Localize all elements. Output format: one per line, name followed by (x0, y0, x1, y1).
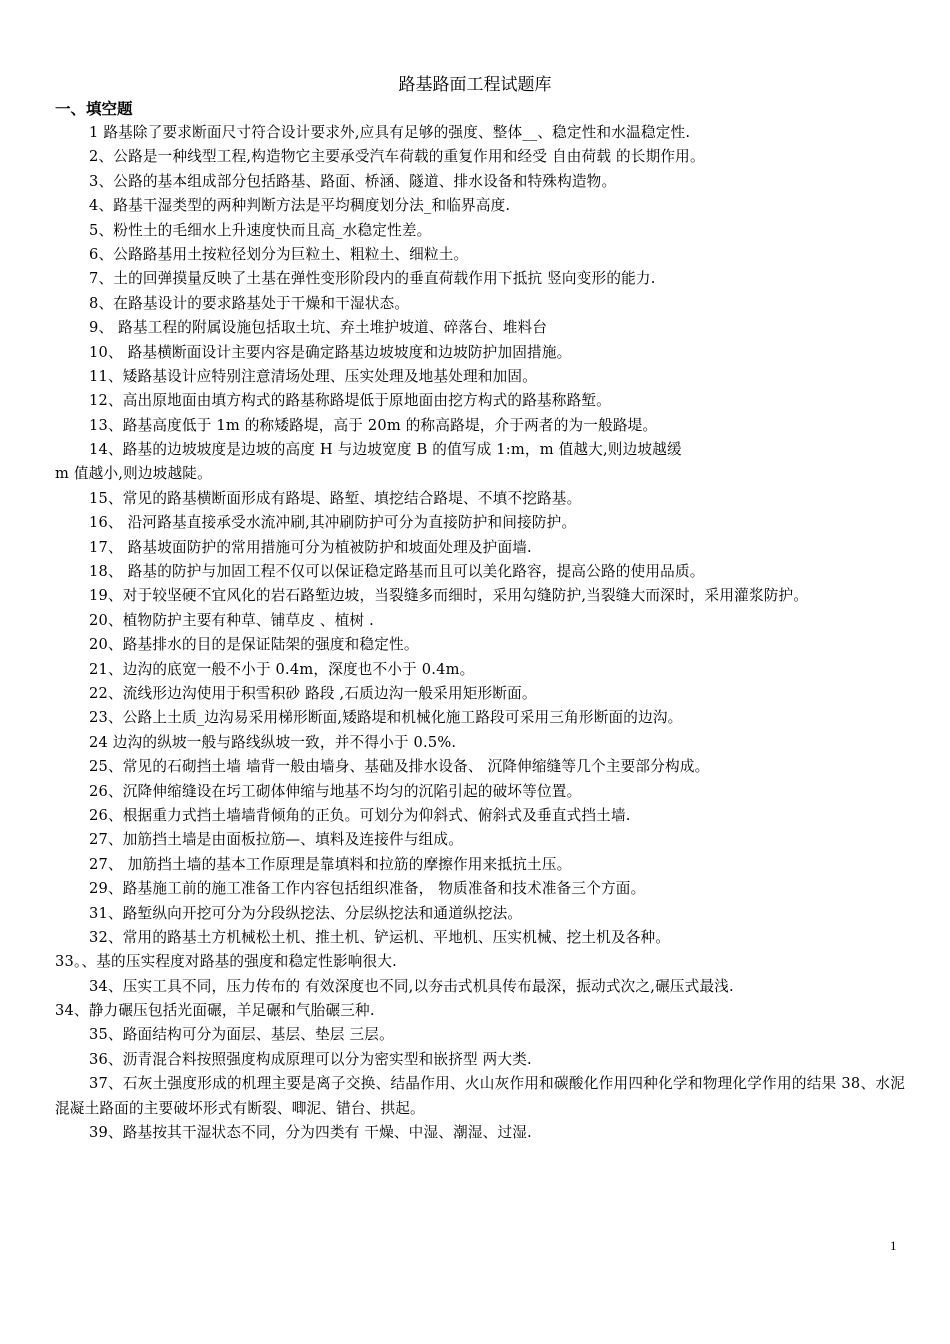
question-line: 1 路基除了要求断面尺寸符合设计要求外,应具有足够的强度、整体__、稳定性和水温稳定性. (89, 124, 691, 141)
question-line: 34、压实工具不同，压力传布的 有效深度也不同,以夯击式机具传布最深，振动式次之,碾压式最浅. (89, 977, 734, 995)
question-line: 29、路基施工前的施工准备工作内容包括组织准备， 物质准备和技术准备三个方面。 (89, 880, 646, 898)
question-line: 19、对于较坚硬不宜风化的岩石路堑边坡，当裂缝多而细时，采用勾缝防护,当裂缝大而深时，采用灌浆防护。 (89, 587, 809, 605)
question-line: 21、边沟的底宽一般不小于 0.4m，深度也不小于 0.4m。 (89, 660, 475, 678)
question-line: 7、土的回弹摸量反映了土基在弹性变形阶段内的垂直荷载作用下抵抗 竖向变形的能力. (89, 270, 656, 288)
section-heading: 一、填空题 (55, 99, 133, 118)
question-line: 34、静力碾压包括光面碾，羊足碾和气胎碾三种. (55, 1002, 375, 1020)
question-line: 8、在路基设计的要求路基处于干燥和干湿状态。 (89, 294, 410, 312)
question-line: 24 边沟的纵坡一般与路线纵坡一致，并不得小于 0.5%. (89, 733, 457, 751)
question-line: 27、 加筋挡土墙的基本工作原理是靠填料和拉筋的摩擦作用来抵抗土压。 (89, 855, 572, 873)
question-line: 25、常见的石砌挡土墙 墙背一般由墙身、基础及排水设备、 沉降伸缩缝等几个主要部分构成。 (89, 758, 710, 776)
question-line: 4、路基干湿类型的两种判断方法是平均稠度划分法_和临界高度. (89, 197, 511, 215)
question-line: 39、路基按其干湿状态不同，分为四类有 干燥、中湿、潮湿、过湿. (89, 1124, 532, 1142)
question-line: 35、路面结构可分为面层、基层、垫层 三层。 (89, 1026, 394, 1044)
question-line: 15、常见的路基横断面形成有路堤、路堑、填挖结合路堤、不填不挖路基。 (89, 489, 582, 507)
question-line: 12、高出原地面由填方构式的路基称路堤低于原地面由挖方构式的路基称路堑。 (89, 392, 611, 410)
question-line: 27、加筋挡土墙是由面板拉筋—、填料及连接件与组成。 (89, 831, 464, 849)
question-list (55, 121, 905, 1145)
question-line: 13、路基高度低于 1m 的称矮路堤，高于 20m 的称高路堤，介于两者的为一般路堤。 (89, 416, 658, 434)
question-line: 37、石灰土强度形成的机理主要是离子交换、结晶作用、火山灰作用和碳酸化作用四种化学和物理化学作用的结果 38、水泥混凝土路面的主要破坏形式有断裂、唧泥、错台、拱起。 (55, 1075, 905, 1117)
question-line: 10、 路基横断面设计主要内容是确定路基边坡坡度和边坡防护加固措施。 (89, 343, 572, 361)
question-line: 2、公路是一种线型工程,构造物它主要承受汽车荷载的重复作用和经受 自由荷载 的长期作用。 (89, 148, 705, 166)
document-title: 路基路面工程试题库 (398, 75, 552, 95)
question-line: 20、植物防护主要有种草、铺草皮 、植树 . (89, 611, 374, 629)
question-line: 36、沥青混合料按照强度构成原理可以分为密实型和嵌挤型 两大类. (89, 1050, 532, 1068)
question-line: 18、 路基的防护与加固工程不仅可以保证稳定路基而且可以美化路容，提高公路的使用品质。 (89, 563, 705, 581)
question-line: 32、常用的路基土方机械松土机、推土机、铲运机、平地机、压实机械、挖土机及各种。 (89, 928, 671, 946)
question-line: 26、沉降伸缩缝设在圬工砌体伸缩与地基不均匀的沉陷引起的破坏等位置。 (89, 782, 582, 800)
question-line: 16、 沿河路基直接承受水流冲刷,其冲刷防护可分为直接防护和间接防护。 (89, 514, 577, 532)
question-line: 14、路基的边坡坡度是边坡的高度 H 与边坡宽度 B 的值写成 1:m，m 值越大,则边坡越缓 (89, 441, 682, 459)
question-line: 3、公路的基本组成部分包括路基、路面、桥涵、隧道、排水设备和特殊构造物。 (89, 172, 617, 190)
question-line: 26、根据重力式挡土墙墙背倾角的正负。可划分为仰斜式、俯斜式及垂直式挡土墙. (89, 806, 631, 824)
question-line: 33。、基的压实程度对路基的强度和稳定性影响很大. (55, 953, 397, 971)
question-line: m 值越小,则边坡越陡。 (55, 465, 212, 483)
question-line: 31、路堑纵向开挖可分为分段纵挖法、分层纵挖法和通道纵挖法。 (89, 904, 523, 922)
question-line: 20、路基排水的目的是保证陆架的强度和稳定性。 (89, 636, 419, 654)
page-number: 1 (890, 1238, 897, 1253)
question-line: 17、 路基坡面防护的常用措施可分为植被防护和坡面处理及护面墙. (89, 538, 532, 556)
question-line: 11、矮路基设计应特别注意清场处理、压实处理及地基处理和加固。 (89, 367, 537, 385)
question-line: 6、公路路基用土按粒径划分为巨粒土、粗粒土、细粒土。 (89, 245, 469, 263)
question-line: 23、公路上土质_边沟易采用梯形断面,矮路堤和机械化施工路段可采用三角形断面的边沟。 (89, 709, 683, 727)
question-line: 22、流线形边沟使用于积雪积砂 路段 ,石质边沟一般采用矩形断面。 (89, 685, 537, 702)
question-line: 9、 路基工程的附属设施包括取土坑、弃土堆护坡道、碎落台、堆料台 (89, 319, 548, 337)
question-line: 5、粉性土的毛细水上升速度快而且高_水稳定性差。 (89, 221, 432, 239)
